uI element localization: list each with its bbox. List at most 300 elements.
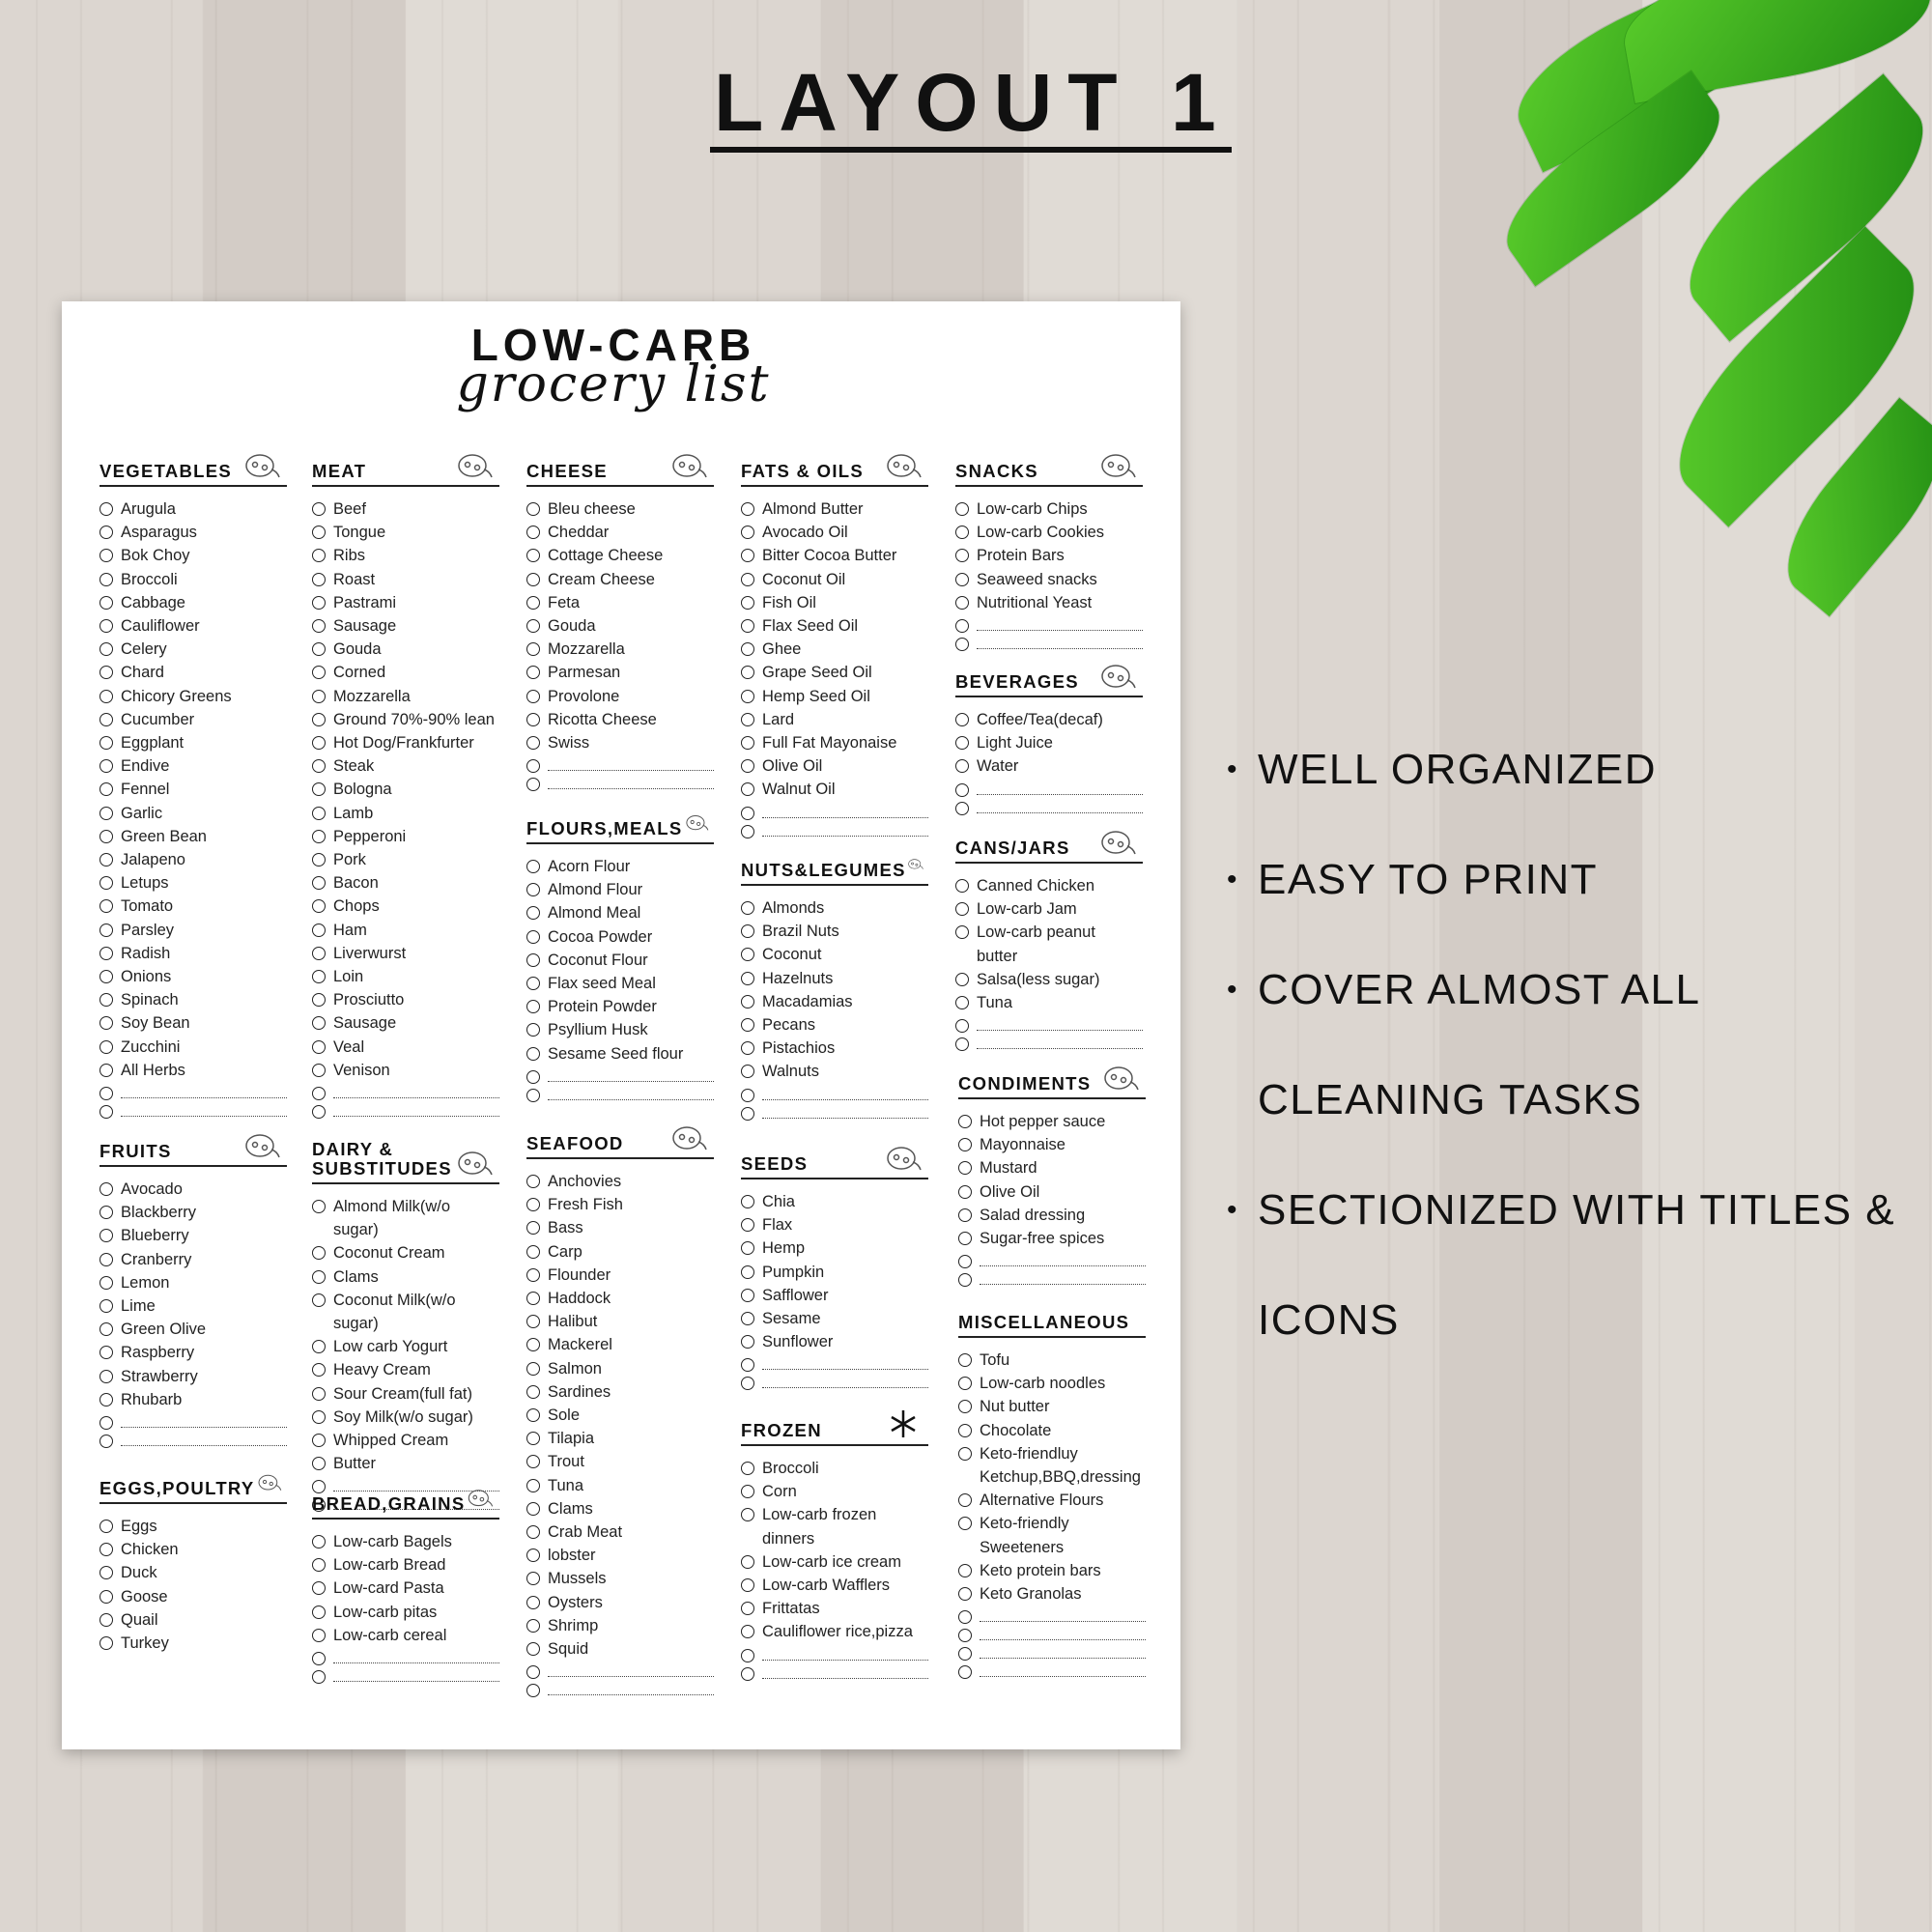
list-item[interactable] (312, 1429, 499, 1452)
write-in-line[interactable] (333, 1647, 499, 1663)
write-in-line[interactable] (333, 1100, 499, 1117)
write-in-line[interactable] (980, 1605, 1146, 1622)
checkbox-circle-icon[interactable] (955, 925, 969, 939)
checkbox-circle-icon[interactable] (312, 1629, 326, 1642)
checkbox-circle-icon[interactable] (955, 596, 969, 610)
checkbox-circle-icon[interactable] (958, 1564, 972, 1577)
checkbox-circle-icon[interactable] (958, 1610, 972, 1624)
blank-list-item[interactable] (99, 1430, 287, 1448)
list-item[interactable] (741, 1307, 928, 1330)
list-item[interactable] (99, 942, 287, 965)
blank-list-item[interactable] (312, 1665, 499, 1684)
checkbox-circle-icon[interactable] (955, 638, 969, 651)
write-in-line[interactable] (121, 1100, 287, 1117)
checkbox-circle-icon[interactable] (741, 1107, 754, 1121)
list-item[interactable] (741, 943, 928, 966)
list-item[interactable] (955, 754, 1143, 778)
list-item[interactable] (312, 1059, 499, 1082)
checkbox-circle-icon[interactable] (99, 1543, 113, 1556)
checkbox-circle-icon[interactable] (741, 690, 754, 703)
list-item[interactable] (526, 1544, 714, 1567)
checkbox-circle-icon[interactable] (312, 1535, 326, 1548)
list-item[interactable] (955, 568, 1143, 591)
checkbox-circle-icon[interactable] (99, 923, 113, 937)
checkbox-circle-icon[interactable] (99, 736, 113, 750)
checkbox-circle-icon[interactable] (99, 690, 113, 703)
list-item[interactable] (526, 521, 714, 544)
list-item[interactable] (99, 778, 287, 801)
blank-list-item[interactable] (741, 1644, 928, 1662)
list-item[interactable] (99, 1318, 287, 1341)
checkbox-circle-icon[interactable] (312, 573, 326, 586)
checkbox-circle-icon[interactable] (99, 782, 113, 796)
list-item[interactable] (958, 1512, 1146, 1558)
checkbox-circle-icon[interactable] (312, 713, 326, 726)
list-item[interactable] (526, 995, 714, 1018)
checkbox-circle-icon[interactable] (99, 1393, 113, 1406)
list-item[interactable] (526, 1216, 714, 1239)
list-item[interactable] (958, 1395, 1146, 1418)
checkbox-circle-icon[interactable] (99, 1520, 113, 1533)
checkbox-circle-icon[interactable] (526, 1338, 540, 1351)
checkbox-circle-icon[interactable] (312, 759, 326, 773)
checkbox-circle-icon[interactable] (99, 993, 113, 1007)
checkbox-circle-icon[interactable] (526, 736, 540, 750)
checkbox-circle-icon[interactable] (526, 1268, 540, 1282)
blank-list-item[interactable] (741, 1102, 928, 1121)
checkbox-circle-icon[interactable] (741, 995, 754, 1009)
checkbox-circle-icon[interactable] (741, 924, 754, 938)
list-item[interactable] (99, 1585, 287, 1608)
list-item[interactable] (312, 778, 499, 801)
write-in-line[interactable] (548, 773, 714, 789)
list-item[interactable] (312, 521, 499, 544)
list-item[interactable] (99, 1036, 287, 1059)
write-in-line[interactable] (980, 1642, 1146, 1659)
list-item[interactable] (741, 1574, 928, 1597)
checkbox-circle-icon[interactable] (99, 1636, 113, 1650)
checkbox-circle-icon[interactable] (526, 1432, 540, 1445)
list-item[interactable] (312, 1289, 499, 1335)
list-item[interactable] (526, 661, 714, 684)
blank-list-item[interactable] (312, 1082, 499, 1100)
list-item[interactable] (958, 1419, 1146, 1442)
write-in-line[interactable] (548, 754, 714, 771)
checkbox-circle-icon[interactable] (312, 619, 326, 633)
list-item[interactable] (312, 871, 499, 895)
checkbox-circle-icon[interactable] (312, 1558, 326, 1572)
checkbox-circle-icon[interactable] (99, 1276, 113, 1290)
write-in-line[interactable] (333, 1082, 499, 1098)
blank-list-item[interactable] (312, 1100, 499, 1119)
checkbox-circle-icon[interactable] (99, 642, 113, 656)
checkbox-circle-icon[interactable] (99, 1064, 113, 1077)
checkbox-circle-icon[interactable] (955, 526, 969, 539)
list-item[interactable] (526, 1357, 714, 1380)
blank-list-item[interactable] (526, 754, 714, 773)
blank-list-item[interactable] (526, 1661, 714, 1679)
checkbox-circle-icon[interactable] (526, 860, 540, 873)
checkbox-circle-icon[interactable] (312, 947, 326, 960)
checkbox-circle-icon[interactable] (526, 1665, 540, 1679)
checkbox-circle-icon[interactable] (526, 778, 540, 791)
list-item[interactable] (312, 685, 499, 708)
list-item[interactable] (526, 568, 714, 591)
list-item[interactable] (99, 708, 287, 731)
checkbox-circle-icon[interactable] (99, 1566, 113, 1579)
list-item[interactable] (955, 708, 1143, 731)
checkbox-circle-icon[interactable] (526, 883, 540, 896)
checkbox-circle-icon[interactable] (955, 879, 969, 893)
checkbox-circle-icon[interactable] (312, 736, 326, 750)
checkbox-circle-icon[interactable] (312, 502, 326, 516)
checkbox-circle-icon[interactable] (99, 1040, 113, 1054)
checkbox-circle-icon[interactable] (741, 549, 754, 562)
blank-list-item[interactable] (526, 773, 714, 791)
write-in-line[interactable] (980, 1250, 1146, 1266)
checkbox-circle-icon[interactable] (958, 1517, 972, 1530)
list-item[interactable] (955, 991, 1143, 1014)
list-item[interactable] (741, 591, 928, 614)
checkbox-circle-icon[interactable] (99, 1253, 113, 1266)
list-item[interactable] (526, 1497, 714, 1520)
list-item[interactable] (99, 661, 287, 684)
checkbox-circle-icon[interactable] (526, 642, 540, 656)
write-in-line[interactable] (762, 1353, 928, 1370)
list-item[interactable] (312, 1265, 499, 1289)
list-item[interactable] (312, 1577, 499, 1600)
checkbox-circle-icon[interactable] (958, 1232, 972, 1245)
list-item[interactable] (741, 638, 928, 661)
list-item[interactable] (312, 731, 499, 754)
list-item[interactable] (526, 1614, 714, 1637)
list-item[interactable] (741, 1330, 928, 1353)
write-in-line[interactable] (977, 633, 1143, 649)
checkbox-circle-icon[interactable] (312, 1605, 326, 1619)
blank-list-item[interactable] (955, 1033, 1143, 1051)
checkbox-circle-icon[interactable] (99, 526, 113, 539)
list-item[interactable] (526, 1567, 714, 1590)
checkbox-circle-icon[interactable] (741, 1485, 754, 1498)
list-item[interactable] (312, 988, 499, 1011)
checkbox-circle-icon[interactable] (99, 1299, 113, 1313)
checkbox-circle-icon[interactable] (312, 666, 326, 679)
checkbox-circle-icon[interactable] (312, 1087, 326, 1100)
checkbox-circle-icon[interactable] (741, 619, 754, 633)
write-in-line[interactable] (977, 1014, 1143, 1031)
checkbox-circle-icon[interactable] (526, 502, 540, 516)
checkbox-circle-icon[interactable] (955, 736, 969, 750)
blank-list-item[interactable] (741, 1353, 928, 1372)
list-item[interactable] (741, 685, 928, 708)
checkbox-circle-icon[interactable] (99, 947, 113, 960)
checkbox-circle-icon[interactable] (99, 853, 113, 867)
checkbox-circle-icon[interactable] (526, 1385, 540, 1399)
checkbox-circle-icon[interactable] (741, 782, 754, 796)
checkbox-circle-icon[interactable] (955, 713, 969, 726)
list-item[interactable] (526, 1591, 714, 1614)
checkbox-circle-icon[interactable] (741, 1065, 754, 1078)
list-item[interactable] (526, 1520, 714, 1544)
list-item[interactable] (526, 972, 714, 995)
checkbox-circle-icon[interactable] (312, 1363, 326, 1377)
checkbox-circle-icon[interactable] (526, 759, 540, 773)
checkbox-circle-icon[interactable] (526, 526, 540, 539)
list-item[interactable] (958, 1582, 1146, 1605)
checkbox-circle-icon[interactable] (99, 619, 113, 633)
checkbox-circle-icon[interactable] (526, 1572, 540, 1585)
list-item[interactable] (312, 1553, 499, 1577)
blank-list-item[interactable] (741, 802, 928, 820)
list-item[interactable] (955, 591, 1143, 614)
list-item[interactable] (526, 731, 714, 754)
checkbox-circle-icon[interactable] (958, 1629, 972, 1642)
blank-list-item[interactable] (955, 1014, 1143, 1033)
checkbox-circle-icon[interactable] (99, 1435, 113, 1448)
checkbox-circle-icon[interactable] (741, 1667, 754, 1681)
list-item[interactable] (741, 1213, 928, 1236)
list-item[interactable] (312, 708, 499, 731)
list-item[interactable] (526, 1333, 714, 1356)
write-in-line[interactable] (762, 820, 928, 837)
list-item[interactable] (958, 1489, 1146, 1512)
checkbox-circle-icon[interactable] (99, 1590, 113, 1604)
checkbox-circle-icon[interactable] (741, 642, 754, 656)
write-in-line[interactable] (762, 1102, 928, 1119)
checkbox-circle-icon[interactable] (526, 713, 540, 726)
checkbox-circle-icon[interactable] (958, 1138, 972, 1151)
checkbox-circle-icon[interactable] (99, 1229, 113, 1242)
checkbox-circle-icon[interactable] (526, 906, 540, 920)
checkbox-circle-icon[interactable] (526, 1070, 540, 1084)
checkbox-circle-icon[interactable] (955, 1019, 969, 1033)
list-item[interactable] (958, 1372, 1146, 1395)
checkbox-circle-icon[interactable] (312, 1064, 326, 1077)
list-item[interactable] (741, 754, 928, 778)
list-item[interactable] (312, 802, 499, 825)
list-item[interactable] (741, 497, 928, 521)
checkbox-circle-icon[interactable] (958, 1377, 972, 1390)
list-item[interactable] (312, 568, 499, 591)
checkbox-circle-icon[interactable] (955, 619, 969, 633)
list-item[interactable] (526, 1193, 714, 1216)
list-item[interactable] (312, 1601, 499, 1624)
checkbox-circle-icon[interactable] (312, 1270, 326, 1284)
list-item[interactable] (99, 521, 287, 544)
blank-list-item[interactable] (741, 1372, 928, 1390)
checkbox-circle-icon[interactable] (312, 690, 326, 703)
checkbox-circle-icon[interactable] (741, 596, 754, 610)
checkbox-circle-icon[interactable] (312, 1016, 326, 1030)
list-item[interactable] (99, 1224, 287, 1247)
list-item[interactable] (312, 1335, 499, 1358)
checkbox-circle-icon[interactable] (955, 1037, 969, 1051)
list-item[interactable] (99, 1608, 287, 1632)
list-item[interactable] (958, 1156, 1146, 1179)
checkbox-circle-icon[interactable] (741, 1018, 754, 1032)
list-item[interactable] (99, 1341, 287, 1364)
checkbox-circle-icon[interactable] (99, 759, 113, 773)
checkbox-circle-icon[interactable] (526, 1502, 540, 1516)
list-item[interactable] (99, 1271, 287, 1294)
list-item[interactable] (741, 1550, 928, 1574)
checkbox-circle-icon[interactable] (958, 1353, 972, 1367)
blank-list-item[interactable] (958, 1250, 1146, 1268)
checkbox-circle-icon[interactable] (312, 993, 326, 1007)
checkbox-circle-icon[interactable] (526, 1525, 540, 1539)
checkbox-circle-icon[interactable] (526, 690, 540, 703)
list-item[interactable] (741, 1060, 928, 1083)
blank-list-item[interactable] (526, 1679, 714, 1697)
checkbox-circle-icon[interactable] (312, 1581, 326, 1595)
list-item[interactable] (99, 1201, 287, 1224)
list-item[interactable] (526, 1450, 714, 1473)
list-item[interactable] (99, 1365, 287, 1388)
list-item[interactable] (526, 1018, 714, 1041)
list-item[interactable] (99, 988, 287, 1011)
list-item[interactable] (99, 965, 287, 988)
list-item[interactable] (312, 661, 499, 684)
list-item[interactable] (741, 1457, 928, 1480)
checkbox-circle-icon[interactable] (958, 1255, 972, 1268)
list-item[interactable] (958, 1227, 1146, 1250)
checkbox-circle-icon[interactable] (958, 1115, 972, 1128)
checkbox-circle-icon[interactable] (741, 1555, 754, 1569)
checkbox-circle-icon[interactable] (312, 526, 326, 539)
checkbox-circle-icon[interactable] (526, 1548, 540, 1562)
checkbox-circle-icon[interactable] (741, 526, 754, 539)
list-item[interactable] (741, 1236, 928, 1260)
list-item[interactable] (99, 731, 287, 754)
list-item[interactable] (526, 925, 714, 949)
checkbox-circle-icon[interactable] (526, 573, 540, 586)
list-item[interactable] (741, 920, 928, 943)
checkbox-circle-icon[interactable] (958, 1493, 972, 1507)
list-item[interactable] (312, 1011, 499, 1035)
list-item[interactable] (312, 614, 499, 638)
blank-list-item[interactable] (741, 1662, 928, 1681)
checkbox-circle-icon[interactable] (312, 1340, 326, 1353)
checkbox-circle-icon[interactable] (741, 1335, 754, 1349)
list-item[interactable] (741, 1013, 928, 1037)
blank-list-item[interactable] (526, 1084, 714, 1102)
list-item[interactable] (955, 731, 1143, 754)
list-item[interactable] (741, 544, 928, 567)
list-item[interactable] (312, 497, 499, 521)
list-item[interactable] (99, 1059, 287, 1082)
checkbox-circle-icon[interactable] (526, 619, 540, 633)
checkbox-circle-icon[interactable] (526, 1292, 540, 1305)
list-item[interactable] (99, 1515, 287, 1538)
list-item[interactable] (526, 1404, 714, 1427)
checkbox-circle-icon[interactable] (741, 1289, 754, 1302)
checkbox-circle-icon[interactable] (99, 596, 113, 610)
list-item[interactable] (99, 638, 287, 661)
list-item[interactable] (99, 685, 287, 708)
list-item[interactable] (741, 614, 928, 638)
checkbox-circle-icon[interactable] (312, 970, 326, 983)
checkbox-circle-icon[interactable] (99, 899, 113, 913)
blank-list-item[interactable] (955, 633, 1143, 651)
list-item[interactable] (312, 754, 499, 778)
write-in-line[interactable] (121, 1082, 287, 1098)
list-item[interactable] (526, 708, 714, 731)
checkbox-circle-icon[interactable] (526, 930, 540, 944)
checkbox-circle-icon[interactable] (312, 1434, 326, 1447)
blank-list-item[interactable] (958, 1642, 1146, 1661)
write-in-line[interactable] (980, 1268, 1146, 1285)
list-item[interactable] (526, 901, 714, 924)
list-item[interactable] (741, 661, 928, 684)
checkbox-circle-icon[interactable] (955, 549, 969, 562)
checkbox-circle-icon[interactable] (312, 1410, 326, 1424)
list-item[interactable] (526, 1042, 714, 1065)
list-item[interactable] (526, 1170, 714, 1193)
list-item[interactable] (741, 1597, 928, 1620)
list-item[interactable] (312, 895, 499, 918)
write-in-line[interactable] (977, 614, 1143, 631)
checkbox-circle-icon[interactable] (741, 573, 754, 586)
list-item[interactable] (312, 638, 499, 661)
write-in-line[interactable] (548, 1679, 714, 1695)
list-item[interactable] (312, 1382, 499, 1406)
blank-list-item[interactable] (955, 797, 1143, 815)
write-in-line[interactable] (977, 797, 1143, 813)
checkbox-circle-icon[interactable] (741, 1358, 754, 1372)
blank-list-item[interactable] (958, 1624, 1146, 1642)
list-item[interactable] (958, 1442, 1146, 1489)
list-item[interactable] (958, 1133, 1146, 1156)
checkbox-circle-icon[interactable] (741, 1578, 754, 1592)
blank-list-item[interactable] (741, 820, 928, 838)
write-in-line[interactable] (121, 1430, 287, 1446)
checkbox-circle-icon[interactable] (741, 502, 754, 516)
list-item[interactable] (526, 614, 714, 638)
list-item[interactable] (955, 521, 1143, 544)
checkbox-circle-icon[interactable] (526, 1000, 540, 1013)
list-item[interactable] (312, 544, 499, 567)
checkbox-circle-icon[interactable] (741, 759, 754, 773)
checkbox-circle-icon[interactable] (99, 1182, 113, 1196)
checkbox-circle-icon[interactable] (741, 1218, 754, 1232)
list-item[interactable] (312, 1036, 499, 1059)
checkbox-circle-icon[interactable] (955, 573, 969, 586)
checkbox-circle-icon[interactable] (741, 1195, 754, 1208)
list-item[interactable] (99, 1294, 287, 1318)
checkbox-circle-icon[interactable] (526, 666, 540, 679)
list-item[interactable] (312, 965, 499, 988)
checkbox-circle-icon[interactable] (741, 1241, 754, 1255)
write-in-line[interactable] (548, 1661, 714, 1677)
checkbox-circle-icon[interactable] (958, 1447, 972, 1461)
checkbox-circle-icon[interactable] (99, 1105, 113, 1119)
list-item[interactable] (958, 1180, 1146, 1204)
checkbox-circle-icon[interactable] (741, 807, 754, 820)
checkbox-circle-icon[interactable] (312, 596, 326, 610)
list-item[interactable] (99, 1011, 287, 1035)
checkbox-circle-icon[interactable] (526, 1089, 540, 1102)
list-item[interactable] (741, 1480, 928, 1503)
list-item[interactable] (312, 591, 499, 614)
checkbox-circle-icon[interactable] (955, 973, 969, 986)
list-item[interactable] (741, 967, 928, 990)
list-item[interactable] (955, 497, 1143, 521)
checkbox-circle-icon[interactable] (741, 1041, 754, 1055)
checkbox-circle-icon[interactable] (312, 1387, 326, 1401)
list-item[interactable] (526, 1264, 714, 1287)
checkbox-circle-icon[interactable] (526, 953, 540, 967)
checkbox-circle-icon[interactable] (312, 1105, 326, 1119)
